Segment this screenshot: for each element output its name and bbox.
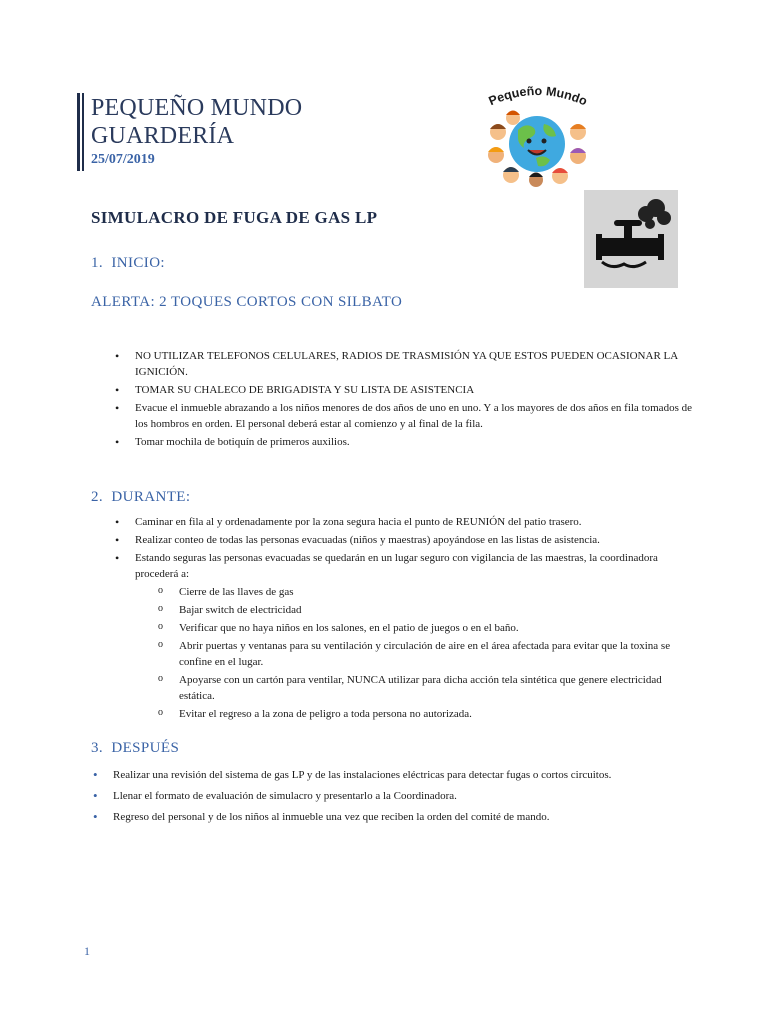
page-number: 1	[84, 944, 90, 958]
section-heading-despues	[91, 740, 179, 757]
list-item	[135, 550, 695, 722]
sub-list-item: o Verificar que no haya niños en los salones, en el patio de juegos o en el baño.	[179, 620, 695, 636]
list-item: • Llenar el formato de evaluación de simulacro y presentarlo a la Coordinadora.	[113, 788, 713, 804]
alert-text: ALERTA: 2 TOQUES CORTOS CON SILBATO	[91, 294, 403, 310]
section-title: DURANTE:	[111, 489, 191, 505]
list-item: • Realizar conteo de todas las personas evacuadas (niños y maestras) apoyándose en las listas de asistencia.	[135, 532, 695, 548]
sub-list-item: o Cierre de las llaves de gas	[179, 584, 695, 600]
title-line-1: PEQUEÑO MUNDO	[91, 95, 303, 121]
sub-list-item: o Evitar el regreso a la zona de peligro a toda persona no autorizada.	[179, 706, 695, 722]
sub-list-item: o Apoyarse con un cartón para ventilar, NUNCA utilizar para dicha acción tela sintética que genere electricidad estática.	[179, 672, 695, 704]
pequeno-mundo-logo	[478, 80, 596, 188]
section-number: 1.	[91, 255, 104, 271]
list-item: • NO UTILIZAR TELEFONOS CELULARES, RADIOS DE TRASMISIÓN YA QUE ESTOS PUEDEN OCASIONAR LA IGNICIÓN.	[135, 348, 695, 380]
list-item-text: Estando seguras las personas evacuadas se quedarán en un lugar seguro con vigilancia de las maestras, la coordinadora procederá a:	[135, 552, 658, 580]
list-item: • Regreso del personal y de los niños al inmueble una vez que reciben la orden del comité de mando.	[113, 809, 713, 825]
section-heading-durante	[91, 489, 190, 506]
gas-leak-icon	[584, 190, 678, 288]
section-title: DESPUÉS	[111, 740, 180, 756]
durante-list	[135, 514, 695, 724]
section-number: 3.	[91, 740, 104, 756]
inicio-list	[135, 348, 695, 452]
list-item: • Evacue el inmueble abrazando a los niños menores de dos años de uno en uno. Y a los mayores de dos años en fila tomados de los hombros en orden. El personal deberá estar al comienzo y al final de la fila.	[135, 400, 695, 432]
section-number: 2.	[91, 489, 104, 505]
despues-list	[113, 767, 713, 830]
list-item: • Caminar en fila al y ordenadamente por la zona segura hacia el punto de REUNIÓN del patio trasero.	[135, 514, 695, 530]
sub-list-item: o Bajar switch de electricidad	[179, 602, 695, 618]
list-item: • TOMAR SU CHALECO DE BRIGADISTA Y SU LISTA DE ASISTENCIA	[135, 382, 695, 398]
section-title: INICIO:	[111, 255, 165, 271]
section-heading-inicio	[91, 255, 165, 272]
svg-text:Pequeño Mundo: Pequeño Mundo	[486, 83, 590, 109]
list-item: • Realizar una revisión del sistema de gas LP y de las instalaciones eléctricas para detectar fugas o cortos circuitos.	[113, 767, 713, 783]
list-item: • Tomar mochila de botiquín de primeros auxilios.	[135, 434, 695, 450]
header-accent-bars	[77, 93, 85, 171]
page-title	[91, 94, 302, 150]
sub-list-item: o Abrir puertas y ventanas para su ventilación y circulación de aire en el área afectada para evitar que la toxina se confine en el lugar.	[179, 638, 695, 670]
coordinator-actions-list	[179, 584, 695, 722]
document-date: 25/07/2019	[91, 152, 155, 167]
simulation-title: SIMULACRO DE FUGA DE GAS LP	[91, 208, 378, 227]
title-line-2: GUARDERÍA	[91, 123, 235, 149]
